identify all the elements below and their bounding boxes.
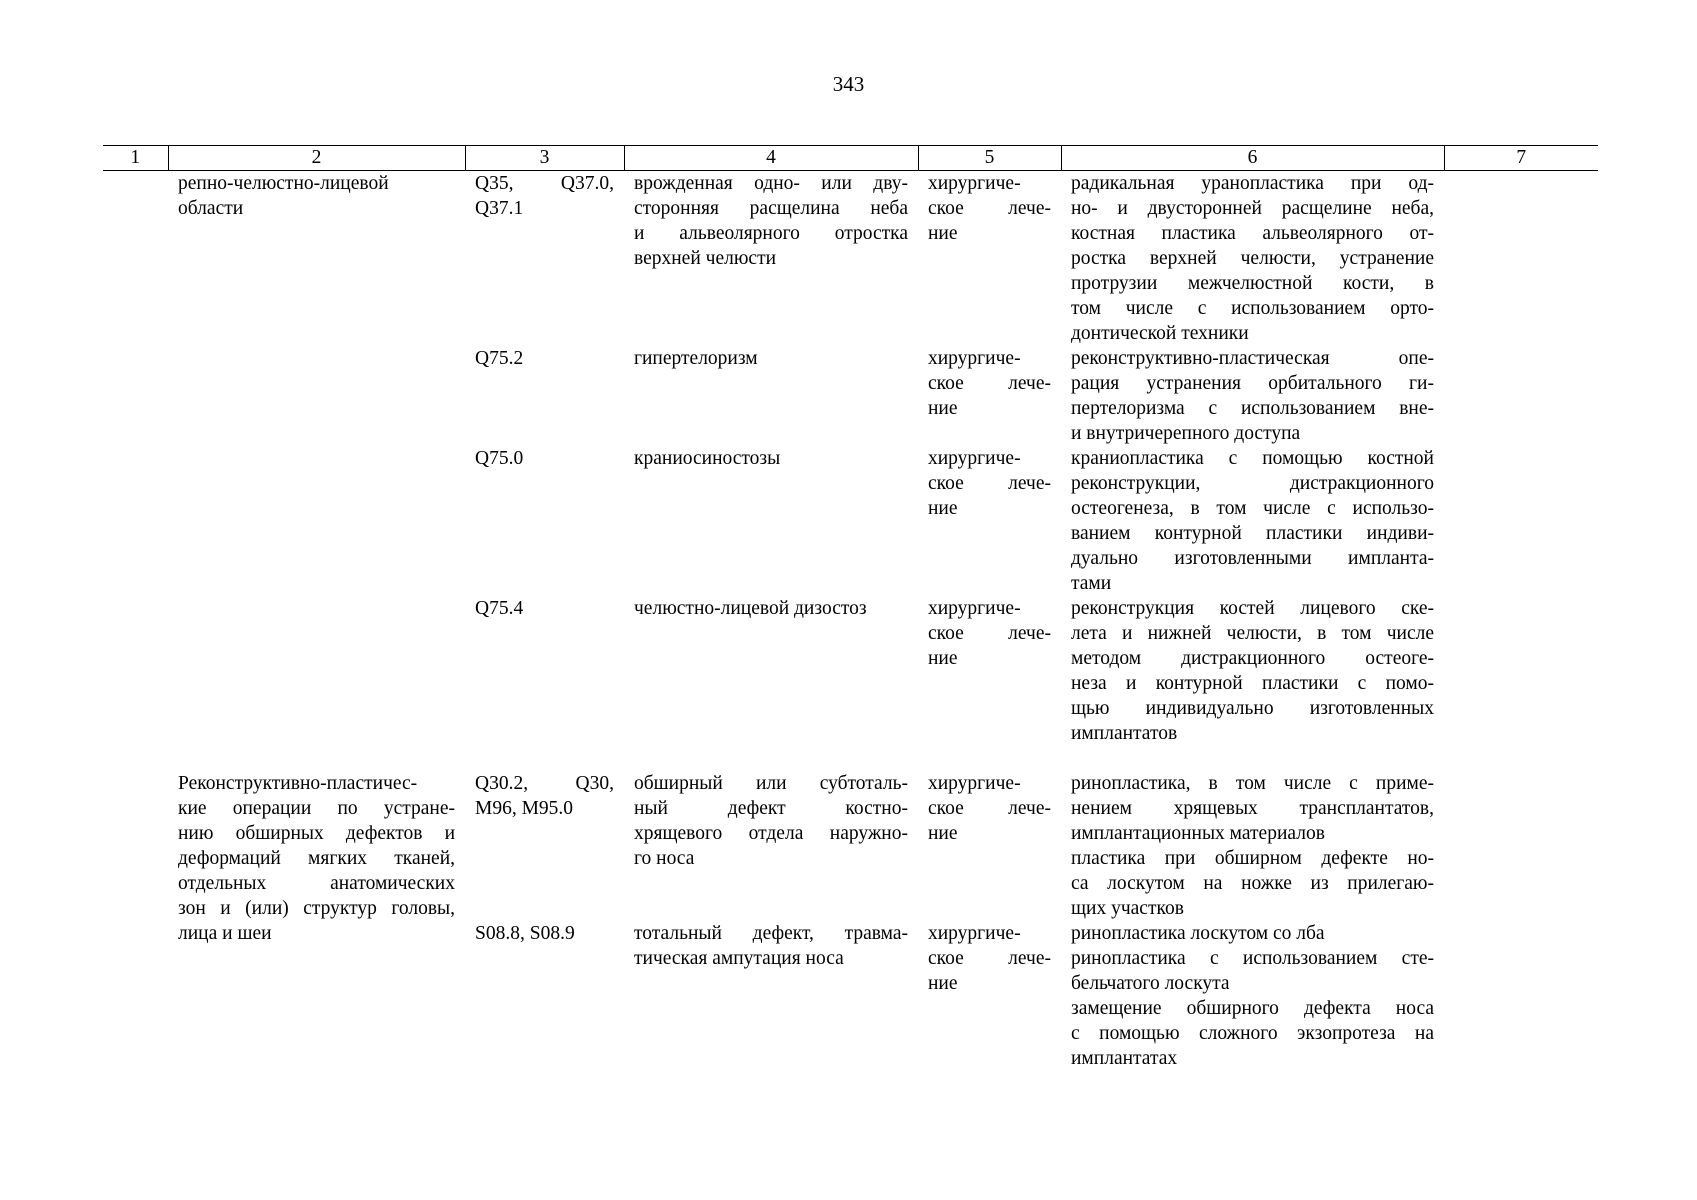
method-cell <box>1061 596 1444 746</box>
text-line: верхней челюсти <box>634 248 777 269</box>
text-line: реконструкция костей лицевого ске- <box>1071 598 1434 619</box>
text-line: Q75.4 <box>475 598 524 619</box>
text-line: хрящевого отдела наружно- <box>634 823 908 844</box>
procedures-table <box>103 145 1598 1071</box>
codes-cell <box>465 171 624 347</box>
text-line: ние <box>928 823 958 844</box>
row-number-cell <box>103 346 168 446</box>
text-line: имплантационных материалов <box>1071 823 1325 844</box>
text-line: го носа <box>634 848 695 869</box>
column-header-6: 6 <box>1061 146 1444 171</box>
text-line: зон и (или) структур головы, <box>178 898 455 919</box>
text-line: ское лече- <box>928 798 1051 819</box>
text-line: ское лече- <box>928 623 1051 644</box>
text-line: ние <box>928 648 958 669</box>
text-line: краниопластика с помощью костной <box>1071 448 1434 469</box>
codes-cell <box>465 346 624 446</box>
text-line: остеогенеза, в том числе с использо- <box>1071 498 1434 519</box>
extra-cell <box>1444 921 1598 1071</box>
text-line: Q30.2, Q30, <box>475 773 614 794</box>
text-line: гипертелоризм <box>634 348 758 369</box>
text-line: Q75.2 <box>475 348 524 369</box>
text-line: кие операции по устране- <box>178 798 455 819</box>
group-spacer <box>103 746 1598 771</box>
method-cell <box>1061 346 1444 446</box>
text-line: ние <box>928 223 958 244</box>
text-line: ванием контурной пластики индиви- <box>1071 523 1434 544</box>
diagnosis-cell <box>624 346 918 446</box>
text-line: ское лече- <box>928 198 1051 219</box>
text-line: челюстно-лицевой дизостоз <box>634 598 867 619</box>
codes-cell <box>465 446 624 596</box>
method-cell <box>1061 446 1444 596</box>
text-line: хирургиче- <box>928 173 1021 194</box>
text-line: пластика при обширном дефекте но- <box>1071 848 1434 869</box>
text-line: щью индивидуально изготовленных <box>1071 698 1434 719</box>
text-line: бельчатого лоскута <box>1071 973 1230 994</box>
text-line: хирургиче- <box>928 773 1021 794</box>
procedure-group-cell <box>168 771 465 1071</box>
codes-cell <box>465 771 624 921</box>
treatment-cell <box>918 771 1061 921</box>
text-line: донтической техники <box>1071 323 1249 344</box>
row-number-cell <box>103 171 168 347</box>
text-line: ный дефект костно- <box>634 798 908 819</box>
table-row <box>103 171 1598 347</box>
text-line: методом дистракционного остеоге- <box>1071 648 1434 669</box>
text-line: репно-челюстно-лицевой <box>178 173 389 194</box>
text-line: ринопластика лоскутом со лба <box>1071 923 1325 944</box>
text-line: тами <box>1071 573 1112 594</box>
text-line: ское лече- <box>928 948 1051 969</box>
method-cell <box>1061 921 1444 1071</box>
column-header-4: 4 <box>624 146 918 171</box>
spacer-cell <box>103 746 1598 771</box>
text-line: Q37.1 <box>475 198 524 219</box>
codes-cell <box>465 596 624 746</box>
text-line: радикальная уранопластика при од- <box>1071 173 1434 194</box>
treatment-cell <box>918 171 1061 347</box>
text-line: деформаций мягких тканей, <box>178 848 455 869</box>
diagnosis-cell <box>624 771 918 921</box>
text-line: дуально изготовленными импланта- <box>1071 548 1434 569</box>
row-number-cell <box>103 596 168 746</box>
text-line: неза и контурной пластики с помо- <box>1071 673 1434 694</box>
text-line: тическая ампутация носа <box>634 948 844 969</box>
text-line: области <box>178 198 244 219</box>
text-line: нением хрящевых трансплантатов, <box>1071 798 1434 819</box>
column-header-3: 3 <box>465 146 624 171</box>
text-line: ние <box>928 973 958 994</box>
treatment-cell <box>918 446 1061 596</box>
text-line: имплантатах <box>1071 1048 1178 1069</box>
row-number-cell <box>103 921 168 1071</box>
text-line: ринопластика, в том числе с приме- <box>1071 773 1434 794</box>
text-line: Реконструктивно-пластичес- <box>178 773 418 794</box>
column-header-7: 7 <box>1444 146 1598 171</box>
text-line: с помощью сложного экзопротеза на <box>1071 1023 1434 1044</box>
codes-cell <box>465 921 624 1071</box>
text-line: лица и шеи <box>178 923 272 944</box>
text-line: замещение обширного дефекта носа <box>1071 998 1434 1019</box>
treatment-cell <box>918 346 1061 446</box>
text-line: ростка верхней челюсти, устранение <box>1071 248 1434 269</box>
text-line: ние <box>928 398 958 419</box>
text-line: реконструкции, дистракционного <box>1071 473 1434 494</box>
diagnosis-cell <box>624 921 918 1071</box>
treatment-cell <box>918 921 1061 1071</box>
text-line: краниосиностозы <box>634 448 781 469</box>
extra-cell <box>1444 346 1598 446</box>
text-line: хирургиче- <box>928 598 1021 619</box>
text-line: врожденная одно- или дву- <box>634 173 908 194</box>
extra-cell <box>1444 596 1598 746</box>
text-line: и альвеолярного отростка <box>634 223 908 244</box>
text-line: ское лече- <box>928 473 1051 494</box>
text-line: Q75.0 <box>475 448 524 469</box>
text-line: но- и двусторонней расщелине неба, <box>1071 198 1434 219</box>
text-line: протрузии межчелюстной кости, в <box>1071 273 1434 294</box>
text-line: лета и нижней челюсти, в том числе <box>1071 623 1434 644</box>
column-header-1: 1 <box>103 146 168 171</box>
page-number: 343 <box>832 72 865 96</box>
row-number-cell <box>103 446 168 596</box>
column-header-2: 2 <box>168 146 465 171</box>
column-header-5: 5 <box>918 146 1061 171</box>
header-row <box>103 146 1598 171</box>
text-line: отдельных анатомических <box>178 873 455 894</box>
text-line: са лоскутом на ножке из прилегаю- <box>1071 873 1434 894</box>
method-cell <box>1061 171 1444 347</box>
extra-cell <box>1444 771 1598 921</box>
text-line: обширный или субтоталь- <box>634 773 908 794</box>
text-line: пертелоризма с использованием вне- <box>1071 398 1434 419</box>
method-cell <box>1061 771 1444 921</box>
diagnosis-cell <box>624 446 918 596</box>
row-number-cell <box>103 771 168 921</box>
text-line: и внутричерепного доступа <box>1071 423 1301 444</box>
text-line: реконструктивно-пластическая опе- <box>1071 348 1434 369</box>
text-line: нию обширных дефектов и <box>178 823 455 844</box>
text-line: S08.8, S08.9 <box>475 923 575 944</box>
treatment-cell <box>918 596 1061 746</box>
text-line: Q35, Q37.0, <box>475 173 614 194</box>
text-line: щих участков <box>1071 898 1184 919</box>
text-line: хирургиче- <box>928 348 1021 369</box>
text-line: хирургиче- <box>928 923 1021 944</box>
text-line: имплантатов <box>1071 723 1178 744</box>
extra-cell <box>1444 171 1598 347</box>
table-row <box>103 771 1598 921</box>
text-line: костная пластика альвеолярного от- <box>1071 223 1434 244</box>
text-line: рация устранения орбитального ги- <box>1071 373 1434 394</box>
text-line: ское лече- <box>928 373 1051 394</box>
procedure-group-cell <box>168 171 465 747</box>
text-line: сторонняя расщелина неба <box>634 198 908 219</box>
text-line: том числе с использованием орто- <box>1071 298 1434 319</box>
text-line: хирургиче- <box>928 448 1021 469</box>
text-line: M96, M95.0 <box>475 798 574 819</box>
text-line: ринопластика с использованием сте- <box>1071 948 1434 969</box>
extra-cell <box>1444 446 1598 596</box>
diagnosis-cell <box>624 171 918 347</box>
text-line: тотальный дефект, травма- <box>634 923 908 944</box>
diagnosis-cell <box>624 596 918 746</box>
text-line: ние <box>928 498 958 519</box>
